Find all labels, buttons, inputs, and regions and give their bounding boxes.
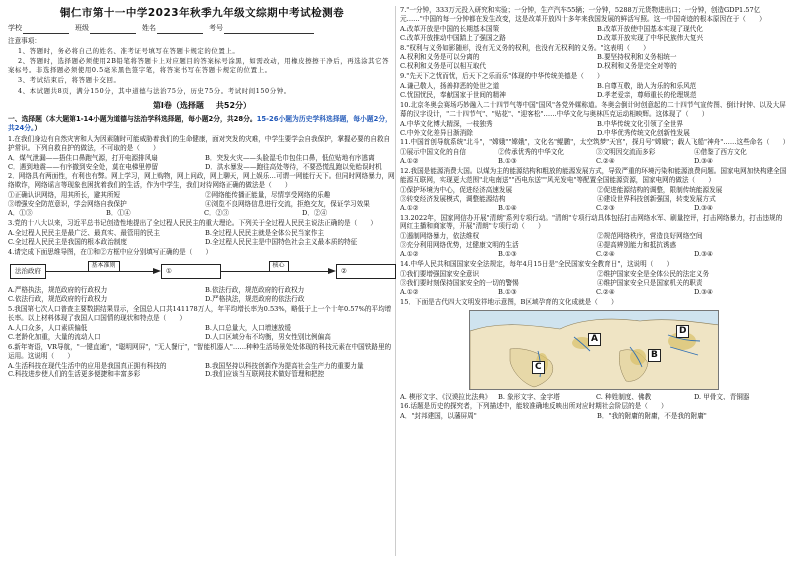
option-a[interactable]: A.①② <box>400 157 419 166</box>
statement: ①保护环境为中心，促进经济高速发展 <box>400 185 513 194</box>
question-stem: 1.在我们身边有自然灾害和人为因素随时可能威胁着我们的生命健康，面对突发的灾难，中学生要学会自我保护，掌握必要的自救自护常识。下列自救自护的做法，不可取的是（ ） <box>8 134 391 152</box>
option-c[interactable]: C.依法行政，规范政府的行政权力 <box>8 295 108 304</box>
notice-item: 1、答题时，务必将自己的姓名、准考证号填写在答题卡规定的位置上。 <box>18 46 240 55</box>
option-a[interactable]: A.严格执法，规范政府的行政权力 <box>8 286 108 295</box>
option-b[interactable]: B.改革开放使中国基本实现了现代化 <box>597 24 703 33</box>
option-a[interactable]: A．①③ <box>8 208 33 217</box>
question-15 <box>400 298 788 402</box>
answer-options <box>400 157 788 166</box>
question-stem: 5.我国第七次人口普查主要数据结果显示，全国总人口共141178万人，年平均增长率为0.53%，略低于上一个十年0.57%的平均增长率。以上材料体现了我国人口国情的现状和特点是（ ） <box>8 305 392 323</box>
option-d[interactable]: D.我们应该当互联网技术做好管理和把控 <box>205 370 325 379</box>
statement-list <box>400 232 788 250</box>
statement: ①遏制网络暴力，依法维权 <box>400 232 480 241</box>
option-a[interactable]: A.权利和义务是可以分离的 <box>400 53 480 62</box>
question-16 <box>400 402 788 421</box>
question-stem: 16.话题是历史的探究者，下列描述中，能较准确地反映出所对应时期社会阶层的是（ ） <box>400 402 668 411</box>
option-c[interactable]: C.忧国忧民，奉献国家于世间的精神 <box>400 91 506 100</box>
page-title: 铜仁市第十一中学2023年秋季九年级文综期中考试检测卷 <box>59 7 345 19</box>
option-c[interactable]: C.②④ <box>596 157 615 166</box>
statement: ②规范网络秩序，营造良好网络空间 <box>597 232 703 241</box>
ancient-civilizations-map <box>469 310 719 390</box>
mind-map-tag: 核心 <box>268 261 288 271</box>
question-14 <box>400 260 788 297</box>
answer-options <box>400 412 788 421</box>
option-d[interactable]: D．洪水暴发——跑往高处等待，不要恐慌乱跑以免贻误时机 <box>205 162 382 171</box>
answer-options <box>8 209 396 218</box>
answer-options <box>400 204 788 213</box>
question-stem: 14.中华人民共和国国家安全法规定，每年4月15日是"全民国家安全教育日"，这说明（ ） <box>400 260 674 269</box>
statement: ④维护国家安全只是国家机关的职责 <box>597 278 703 287</box>
school-field[interactable]: 学校 <box>8 24 69 33</box>
question-stem: 15．下面是古代四大文明发祥地示意图，B区域孕育的文化成就是（ ） <box>400 297 618 306</box>
section-instructions: 一、选择题（本大题第1-14小题为道德与法治学科选择题，每小题2分，共28分。15-26小题为历史学科选择题，每小题2分，共24分。） <box>8 114 392 132</box>
mind-map-blank-box-2: ② <box>336 264 396 279</box>
option-d[interactable]: D.孝老爱亲，尊师重长的伦理规范 <box>597 91 697 100</box>
question-12 <box>400 167 788 212</box>
question-6 <box>8 343 396 380</box>
option-c[interactable]: C.全过程人民民主是我国的根本政治制度 <box>8 237 127 246</box>
notice-item: 2、答题时，选择题必须使用2B铅笔将答题卡上对应题目的答案标号涂黑，如需改动，用橡皮擦擦干净后，再选涂其它答案标号。非选择题必须使用0.5毫米黑色签字笔，将答案书写在答题卡规定的位置上。 <box>8 57 390 74</box>
statement-list <box>400 270 788 288</box>
answer-options <box>8 229 396 247</box>
map-graphic <box>470 311 719 390</box>
statement: ④浏览不良网络信息进行交流，拒绝交友，保证学习效果 <box>205 200 370 209</box>
question-4 <box>8 248 396 305</box>
statement: ③我们要时刻保持国家安全的一切的警惕 <box>400 278 519 287</box>
statement: ④提高辨别能力和抵抗诱惑 <box>597 241 677 250</box>
mind-map-start-box: 法治政府 <box>10 264 46 279</box>
statement: ③增强安全防范意识，学会网络自我保护 <box>8 200 127 209</box>
option-a[interactable]: A. 楔形文字、《汉谟拉比法典》 <box>400 392 492 401</box>
answer-options <box>400 393 788 402</box>
right-column <box>400 6 788 422</box>
option-c[interactable]: C.②④ <box>596 287 615 296</box>
option-b[interactable]: B.①③ <box>498 157 517 166</box>
answer-options <box>400 250 788 259</box>
option-d[interactable]: D.③④ <box>694 157 713 166</box>
statement: ②维护国家安全是全体公民的法定义务 <box>597 269 710 278</box>
statement: ③充分利用网络优势，过健康文明的生活 <box>400 241 519 250</box>
question-7 <box>400 6 788 43</box>
mind-map-connector <box>46 259 161 283</box>
option-c[interactable]: C.科技进步使人们的生活更多便捷和丰富多彩 <box>8 370 141 379</box>
answer-options <box>400 120 788 138</box>
option-c[interactable]: C.②③ <box>596 203 615 212</box>
map-label-a: A <box>588 333 601 346</box>
option-c[interactable]: C.权利和义务是可以相互取代 <box>400 62 487 71</box>
question-8 <box>400 44 788 72</box>
statement-list <box>8 191 396 209</box>
option-d[interactable]: D.全过程人民民主是中国特色社会主义最本质的特征 <box>205 237 358 246</box>
answer-options <box>400 25 788 43</box>
class-field[interactable]: 班级 <box>75 24 136 33</box>
question-13 <box>400 214 788 259</box>
question-stem: 13.2022年，国家网信办开展"清朗"系列专项行动。"清朗"专项行动具体包括打击网络水军、刷量控评，打击网络暴力，打击违规的网红主播和商家等，开展"清朗"专项行动（ ） <box>400 213 783 231</box>
option-a[interactable]: A.①② <box>400 203 419 212</box>
map-label-d: D <box>676 325 689 338</box>
option-a[interactable]: A.谦己敬人，扬善抑恶的处世之道 <box>400 82 500 91</box>
answer-options <box>400 82 788 100</box>
question-stem: 4.请完成下面思维导图，在①和②方框中应分别填写正确的是（ ） <box>8 247 213 256</box>
option-d[interactable]: D.③④ <box>694 203 713 212</box>
option-d[interactable]: D．②④ <box>302 208 328 217</box>
option-d[interactable]: D.③④ <box>694 287 713 296</box>
answer-options <box>8 362 396 380</box>
map-label-c: C <box>532 361 545 374</box>
answer-options <box>400 53 788 71</box>
option-c[interactable]: C.老龄化加重，大量的流动人口 <box>8 332 101 341</box>
answer-options <box>8 286 396 304</box>
option-a[interactable]: A.①② <box>400 250 419 259</box>
option-a[interactable]: A.生活科技在现代生活中的应用是我国真正拥有科技的 <box>8 361 167 370</box>
option-b[interactable]: B.依法行政，规范政府的行政权力 <box>205 286 305 295</box>
arrow-right-icon <box>153 268 161 274</box>
question-1 <box>8 135 396 172</box>
option-d[interactable]: D.权利和义务是完全对等的 <box>597 62 677 71</box>
option-d[interactable]: D.人口区域分布不均衡，男女性别比例偏高 <box>205 332 331 341</box>
option-b[interactable]: B．突发火灾——头脸湿毛巾包住口鼻，低位贴地有序逃离 <box>205 153 375 162</box>
notice-item: 3、考试结束后，将答题卡交回。 <box>18 76 121 85</box>
option-d[interactable]: D.中华优秀传统文化创新性发展 <box>597 128 690 137</box>
option-a[interactable]: A.全过程人民民主是最广泛、最真实、最管用的民主 <box>8 228 160 237</box>
question-9 <box>400 72 788 100</box>
option-c[interactable]: C.②④ <box>596 250 615 259</box>
option-a[interactable]: A．"封邦建国，以藩屏周" <box>400 412 477 421</box>
option-b[interactable]: B．①④ <box>106 208 131 217</box>
question-11 <box>400 138 788 166</box>
question-stem: 11.中国首创导航系统"北斗"，"嫦娥""嫦娥"，文化名"鲲鹏"，太空筑梦"天宫"，探月号"嫦娥"；载人飞船"神舟"……这些命名（ ） <box>400 138 790 147</box>
option-b[interactable]: B.中华传统文化引领了全世界 <box>597 119 684 128</box>
left-column <box>8 6 396 380</box>
option-c[interactable]: C.改革开放推动中国踏上了强国之路 <box>400 33 506 42</box>
student-info-line <box>8 24 396 33</box>
option-c[interactable]: C．遇到地震——有序撤到安全处，莫在电梯里停留 <box>8 162 159 171</box>
mind-map-blank-box-1: ① <box>161 264 221 279</box>
statement: ②网络能传播正能量，尽情享受网络的乐趣 <box>205 191 331 200</box>
option-d[interactable]: D. 甲骨文、青铜器 <box>694 392 750 401</box>
mind-map-diagram <box>10 259 396 283</box>
notice-section <box>8 37 396 96</box>
option-b[interactable]: B.①④ <box>498 203 517 212</box>
option-d[interactable]: D.严格执法，规范政府的依法行政 <box>205 295 305 304</box>
option-a[interactable]: A.人口众多，人口素质偏低 <box>8 323 88 332</box>
question-stem: 9."先天下之忧而忧，后天下之乐而乐"体现的中华传统美德是（ ） <box>400 72 604 81</box>
notice-heading: 注意事项： <box>8 36 41 45</box>
answer-options <box>8 324 396 342</box>
option-a[interactable]: A.①② <box>400 287 419 296</box>
option-b[interactable]: B.①③ <box>498 287 517 296</box>
exam-number-field[interactable]: 考号 <box>209 24 314 33</box>
statement-list <box>400 148 788 157</box>
statement: ④借鉴了西方文化 <box>694 148 747 157</box>
question-stem: 10.北京冬奥会赛场巧妙融入二十四节气等中国"国风"各党外媒称道。冬奥会倒计时创意起的二十四节气宣传图、倒计时钟、以及大屏幕的汉字设计，"二十四节气"、"贴花"、"迎客松"……中华文化与奥林匹克运动相映辉。这体现了（ ） <box>400 100 786 118</box>
question-stem: 6.新年寄语，VR导航，"一键直通"，"聪明网屏"，"无人餐厅"，"智能机器人"……种种生活场景处处体现的科技元素在中国铁路里的运用。这说明（ ） <box>8 342 392 360</box>
statement: ①展示中国文化的自信 <box>400 148 466 157</box>
option-a[interactable]: A.中华文化博大精深，一枝独秀 <box>400 119 493 128</box>
option-d[interactable]: D.③④ <box>694 250 713 259</box>
question-5 <box>8 305 396 342</box>
statement-list <box>400 186 788 204</box>
question-2 <box>8 172 396 217</box>
statement: ④建设世界科技创新强国，转变发展方式 <box>597 194 716 203</box>
option-c[interactable]: C. 种姓制度、佛教 <box>596 392 652 401</box>
option-a[interactable]: A．煤气泄漏——捂住口鼻跑气源，打开电源排风扇 <box>8 153 158 162</box>
answer-options <box>400 288 788 297</box>
question-stem: 3.党的十八大以来，习近平总书记创造性地提出了全过程人民民主的重大理论。下列关于全过程人民民主说法正确的是（ ） <box>8 218 377 227</box>
statement: ②传承优秀的中华文化 <box>498 148 564 157</box>
statement: ③转变经济发展模式，调整能源结构 <box>400 194 506 203</box>
question-stem: 2．网络具有两面性，有利也有弊。网上学习，网上购物，网上问政，网上聊天，网上娱乐…可谓一网能行天下。但同时网络暴力，网络欺诈，网络谣言等现象也困扰着我们的生活，作为中学生，我们对待网络正确的做法是（ ） <box>8 172 395 190</box>
section-title: 第Ⅰ卷（选择题 共52分） <box>152 100 252 110</box>
option-b[interactable]: B.全过程人民民主就是全体公民当家作主 <box>205 228 325 237</box>
option-b[interactable]: B.①③ <box>498 250 517 259</box>
arrow-right-icon <box>328 268 336 274</box>
option-b[interactable]: B.我国坚持以科技创新作为提高社会生产力的重要力量 <box>205 361 364 370</box>
notice-item: 4、本试题共8页，满分150分，其中道德与法治75分，历史75分。考试时间150分钟。 <box>18 87 291 96</box>
question-stem: 7."一分钟，333万元投入研究和实验；一分钟，生产汽车55辆；一分钟，5288万元货物进出口；一分钟，创造GDP1.57亿元……"中国的每一分钟都在发生改变，这是改革开放四十多年来我国发展的鲜活写照。这一中国奇迹的根本原因在于（ ） <box>400 6 766 23</box>
option-a[interactable]: A.改革开放是中国的长期基本国策 <box>400 24 500 33</box>
mind-map-tag: 基本准则 <box>87 261 119 271</box>
question-stem: 12.我国是能源消费大国。以煤为主的能源结构和粗放的能源发展方式，导致严重的环境污染和能源浪费问题。国家电网加快构建全国能源互联网，实现更大范围"北电南送""西电东送""风光发电"等配置全国能源资源，国家电网的做法（ ） <box>400 167 787 185</box>
map-label-b: B <box>648 349 661 362</box>
mind-map-connector <box>221 259 336 283</box>
statement: ③文明因交流而多彩 <box>596 148 656 157</box>
option-b[interactable]: B.要坚持权利和义务相统一 <box>597 53 677 62</box>
option-b[interactable]: B.人口总量大，人口增速放缓 <box>205 323 292 332</box>
option-b[interactable]: B.自尊互敬，助人为乐的和乐风范 <box>597 82 697 91</box>
name-field[interactable]: 姓名 <box>142 24 203 33</box>
question-3 <box>8 219 396 247</box>
option-d[interactable]: D.改革开放实现了中华民族伟大复兴 <box>597 33 704 42</box>
answer-options <box>8 154 396 172</box>
option-b[interactable]: B．"我的附庸的附庸，不是我的附庸" <box>597 412 707 421</box>
option-c[interactable]: C．②③ <box>204 208 229 217</box>
statement: ①我们要增强国家安全意识 <box>400 269 480 278</box>
statement: ②促进能源结构的调整，限制传统能源发展 <box>597 185 723 194</box>
option-b[interactable]: B. 象形文字、金字塔 <box>498 392 560 401</box>
statement: ①正确认识网络，用其所长，避其所短 <box>8 191 121 200</box>
question-10 <box>400 101 788 138</box>
question-stem: 8."权利与义务如影随形，没有无义务的权利，也没有无权利的义务。"这表明（ ） <box>400 43 650 52</box>
option-c[interactable]: C.中外文化差异日渐消除 <box>400 128 473 137</box>
